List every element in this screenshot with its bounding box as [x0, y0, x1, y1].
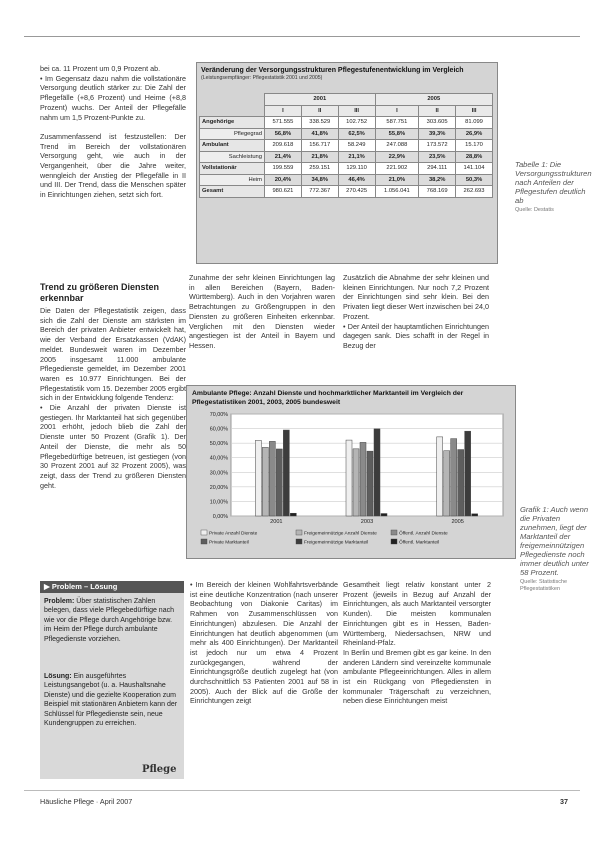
table-cell: 50,3%: [456, 174, 493, 186]
bar: [346, 440, 352, 516]
row-label: Pflegegrad: [200, 128, 265, 140]
year-2001-header: 2001: [265, 94, 376, 106]
table-cell: 20,4%: [265, 174, 302, 186]
y-tick-label: 40,00%: [209, 455, 228, 462]
table-cell: 1.056.041: [375, 186, 419, 198]
bar: [437, 437, 443, 516]
table-cell: 15.170: [456, 140, 493, 152]
legend-swatch: [201, 530, 207, 535]
table-cell: 303.605: [419, 117, 456, 129]
play-icon: ▶: [44, 582, 50, 591]
magazine-logo: Pflege: [142, 764, 177, 775]
table-row: [200, 186, 493, 198]
page-number: 37: [560, 797, 568, 806]
table-cell: 28,8%: [456, 151, 493, 163]
table-cell: 58.249: [338, 140, 375, 152]
table-cell: 56,8%: [265, 128, 302, 140]
stage-header: I: [375, 105, 419, 117]
y-tick-label: 50,00%: [209, 441, 228, 448]
table-cell: 23,5%: [419, 151, 456, 163]
legend-label: Öffentl. Anzahl Dienste: [399, 531, 448, 537]
table-cell: 21,0%: [375, 174, 419, 186]
table-cell: 46,4%: [338, 174, 375, 186]
legend-swatch: [391, 539, 397, 544]
problem-box-title-bar: [40, 581, 184, 593]
legend-label: Freigemeinnützige Anzahl Dienste: [304, 531, 377, 537]
footer-left: Häusliche Pflege · April 2007: [40, 797, 133, 806]
stage-header: II: [301, 105, 338, 117]
y-tick-label: 20,00%: [209, 484, 228, 491]
table-cell: 129.110: [338, 163, 375, 175]
problem-label: Problem:: [44, 598, 75, 605]
legend-swatch: [296, 530, 302, 535]
table-cell: 156.717: [301, 140, 338, 152]
y-tick-label: 70,00%: [209, 412, 228, 418]
table-cell: 102.752: [338, 117, 375, 129]
middle-column-text: Zunahme der sehr kleinen Einrichtungen lag in allen Bereichen (Bayern, Baden-Württemberg). Auch in den Vorjahren waren Betrachtungen zu Größengruppen in den Diensten zu größeren Einheiten erkennbar. Verglichen mit den Diensten wieder angestiegen ist der Anteil in Bayern und Hessen.: [189, 273, 335, 350]
solution-label: Lösung:: [44, 673, 72, 680]
bar-chart: [187, 408, 515, 558]
table-cell: 173.572: [419, 140, 456, 152]
table-cell: 81.099: [456, 117, 493, 129]
top-rule: [24, 36, 580, 37]
bar: [381, 514, 387, 516]
problem-box-title: Problem – Lösung: [51, 582, 118, 591]
legend-swatch: [296, 539, 302, 544]
problem-text: Über statistischen Zahlen belegen, dass viele Pflegebedürftige nach wie vor die Pflege durch Angehörige bzw. im Heim der Pflege durch ambulante Pflegedienste vorziehen.: [44, 598, 174, 643]
y-tick-label: 0,00%: [212, 514, 228, 520]
bar: [472, 514, 478, 516]
table-cell: 338.529: [301, 117, 338, 129]
table-row: [200, 128, 493, 140]
table-cell: 247.088: [375, 140, 419, 152]
row-label: Sachleistung: [200, 151, 265, 163]
left-column-body-text: Die Daten der Pflegestatistik zeigen, dass sich die Zahl der Dienste am stärksten im Bereich der privaten Anbieter entwickelt hat, wie der Verband der Ersatzkassen (VdAK) meldet. Bundesweit waren im Dezember 2005 insgesamt 11.000 ambulante Pflegedienste gemeldet, im Dezember 2001 waren es 10.977 Einrichtungen. Bei der Pflegestatistik vom 15. Dezember 2005 ergibt sich in der Entwicklung folgende Tendenz: • Die Anzahl der privaten Dienste ist gestiegen. Ihr Marktanteil hat sich gegenüber 2001 erhöht, jedoch blieb die Zahl der Dienste unter 50 Prozent (Grafik 1). Der Anteil der Dienste, die mehr als 50 Pflegebedürftige betreuen, ist gestiegen (von 30 Prozent 2001 auf 32 Prozent 2005), was zeigt, dass der Trend zu größeren Diensten geht.: [40, 306, 186, 490]
table-cell: 55,8%: [375, 128, 419, 140]
table-row: [200, 117, 493, 129]
table-cell: 270.425: [338, 186, 375, 198]
table-cell: 768.169: [419, 186, 456, 198]
table-cell: 38,2%: [419, 174, 456, 186]
row-label: Ambulant: [200, 140, 265, 152]
y-tick-label: 60,00%: [209, 426, 228, 433]
bar: [269, 441, 275, 516]
solution-text: Ein ausgeführtes Leistungsangebot (u. a. Haushaltsnahe Dienste) und die gezielte Kooperation zum Beispiel mit stationären Anbietern kann der Schlüssel für Pflegedienste sein, neue Kundengruppen zu erreichen.: [44, 673, 178, 728]
table-cell: 199.559: [265, 163, 302, 175]
legend-swatch: [201, 539, 207, 544]
bar: [353, 449, 359, 516]
stage-header: III: [456, 105, 493, 117]
legend-label: Öffentl. Marktanteil: [399, 540, 440, 546]
legend-label: Private Anzahl Dienste: [209, 531, 258, 537]
table-caption-text: Tabelle 1: Die Versorgungsstrukturen nach Anteilen der Pflegestufen deutlich ab: [515, 160, 592, 205]
table-box: [196, 62, 498, 264]
chart-caption-text: Grafik 1: Auch wenn die Privaten zunehmen, liegt der Marktanteil der freigemeinnützigen Pflegedienste noch immer deutlich unter 58 Prozent.: [520, 505, 589, 577]
bar: [360, 442, 366, 516]
bottom-right-text: Gesamtheit liegt relativ konstant unter 2 Prozent (jeweils in Bezug auf Anzahl der Einrichtungen, als auch Marktanteil versorgter Kunden). Die meisten kommunalen Einrichtungen gibt es in Hessen, Baden-Württemberg, Niedersachsen, NRW und Rheinland-Pfalz. In Berlin und Bremen gibt es gar keine. In den anderen Ländern sind vereinzelte kommunale ambulante Pflegeeinrichtungen. Alles in allem ist ein Rückgang von Pflegediensten in kommunaler Trägerschaft zu verzeichnen, neben diese Einrichtungen meist: [343, 580, 491, 706]
table-cell: 21,1%: [338, 151, 375, 163]
table-cell: 34,8%: [301, 174, 338, 186]
bar: [283, 430, 289, 516]
table-row: [200, 151, 493, 163]
y-tick-label: 30,00%: [209, 470, 228, 477]
x-tick-label: 2003: [360, 519, 374, 525]
row-label: Vollstationär: [200, 163, 265, 175]
bar: [444, 451, 450, 516]
table-cell: 980.621: [265, 186, 302, 198]
table-cell: 259.151: [301, 163, 338, 175]
section-heading: Trend zu größeren Diensten erkennbar: [40, 282, 160, 303]
chart-box: [186, 385, 516, 559]
legend-label: Private Marktanteil: [209, 540, 249, 546]
problem-paragraph: [44, 597, 180, 644]
stage-header: III: [338, 105, 375, 117]
chart-caption-source: Quelle: Statistische Pflegestatistiken: [520, 579, 568, 592]
x-tick-label: 2001: [270, 519, 283, 525]
chart-caption: [520, 505, 594, 593]
table-cell: 21,4%: [265, 151, 302, 163]
bar: [276, 449, 282, 516]
table-subtitle: (Leistungsempfänger: Pflegestatistik 2001 und 2005): [201, 75, 323, 81]
left-column-top-text: bei ca. 11 Prozent um 0,9 Prozent ab. • Im Gegensatz dazu nahm die vollstationäre Versorgung deutlich stärker zu: Die Zahl der Pflegefälle (+8,6 Prozent) und Heime (+8,8 Prozent) wuchs. Der Anteil der Pflegefälle nahm um 1,5 Prozent-Punkte zu. Zusammenfassend ist festzustellen: Der Trend im Bereich der vollstationären Versorgung geht, wie auch in der Vergangenheit, über die Jahre weiter, wenngleich der Anstieg der Pflegefälle in II und III. Der Trend, dass die Menschen später in Einrichtungen ziehen, setzt sich fort.: [40, 64, 186, 200]
table-caption: [515, 160, 592, 214]
bar: [262, 447, 268, 516]
bar: [465, 431, 471, 516]
table-cell: 209.618: [265, 140, 302, 152]
legend-label: Freigemeinnützige Marktanteil: [304, 540, 369, 546]
table-cell: 22,9%: [375, 151, 419, 163]
row-label: Angehörige: [200, 117, 265, 129]
bar: [458, 450, 464, 516]
table-cell: 772.367: [301, 186, 338, 198]
table-row: [200, 174, 493, 186]
y-tick-label: 10,00%: [209, 499, 228, 506]
year-2005-header: 2005: [375, 94, 492, 106]
table-cell: 41,8%: [301, 128, 338, 140]
table-cell: 221.902: [375, 163, 419, 175]
table-cell: 262.693: [456, 186, 493, 198]
data-table: [199, 93, 493, 198]
x-tick-label: 2005: [451, 519, 464, 525]
bar: [255, 440, 261, 516]
footer-rule: [24, 790, 580, 791]
table-cell: 141.104: [456, 163, 493, 175]
table-cell: 26,9%: [456, 128, 493, 140]
bottom-middle-text: • Im Bereich der kleinen Wohlfahrtsverbände ist eine deutliche Konzentration (nach unserer Beobachtung von Diakonie Caritas) im Rahmen von Zusammenschlüssen von Einrichtungen) abzulesen. Die Anzahl der Einrichtungen hat deutlich abgenommen (um mehr als 400 Einrichtungen). Der Marktanteil ist jedoch nur um etwa 4 Prozent zurückgegangen, während der Einrichtungsgröße deutlich zugelegt hat (von durchschnittlich 53 Patienten 2001 auf 58 in 2005). Auch der Blick auf die Größe der Einrichtungen zeigt: [190, 580, 338, 706]
legend-swatch: [391, 530, 397, 535]
row-label: Heim: [200, 174, 265, 186]
bar: [367, 451, 373, 516]
stage-header: I: [265, 105, 302, 117]
table-cell: 294.111: [419, 163, 456, 175]
bar: [374, 429, 380, 516]
stage-header: II: [419, 105, 456, 117]
row-label: Gesamt: [200, 186, 265, 198]
table-cell: 21,8%: [301, 151, 338, 163]
table-row: [200, 140, 493, 152]
table-cell: 571.555: [265, 117, 302, 129]
bar: [290, 513, 296, 516]
right-column-text: Zusätzlich die Abnahme der sehr kleinen und kleinen Einrichtungen. Nur noch 7,2 Prozent der Einrichtungen sind sehr klein. Bei den Privaten liegt dieser Wert inzwischen bei 24,0 Prozent. • Der Anteil der hauptamtlichen Einrichtungen dagegen sank. Dies schafft in der Regel in Bezug der: [343, 273, 489, 350]
table-row: [200, 163, 493, 175]
table-cell: 587.751: [375, 117, 419, 129]
bar: [451, 439, 457, 516]
table-title: Veränderung der Versorgungsstrukturen Pflegestufenentwicklung im Vergleich: [201, 67, 464, 74]
solution-paragraph: [44, 672, 180, 728]
table-caption-source: Quelle: Destatis: [515, 207, 554, 213]
table-cell: 62,5%: [338, 128, 375, 140]
table-cell: 39,3%: [419, 128, 456, 140]
chart-title: Ambulante Pflege: Anzahl Dienste und hochmarktlicher Marktanteil im Vergleich der Pflegestatistiken 2001, 2003, 2005 bundesweit: [192, 390, 464, 406]
